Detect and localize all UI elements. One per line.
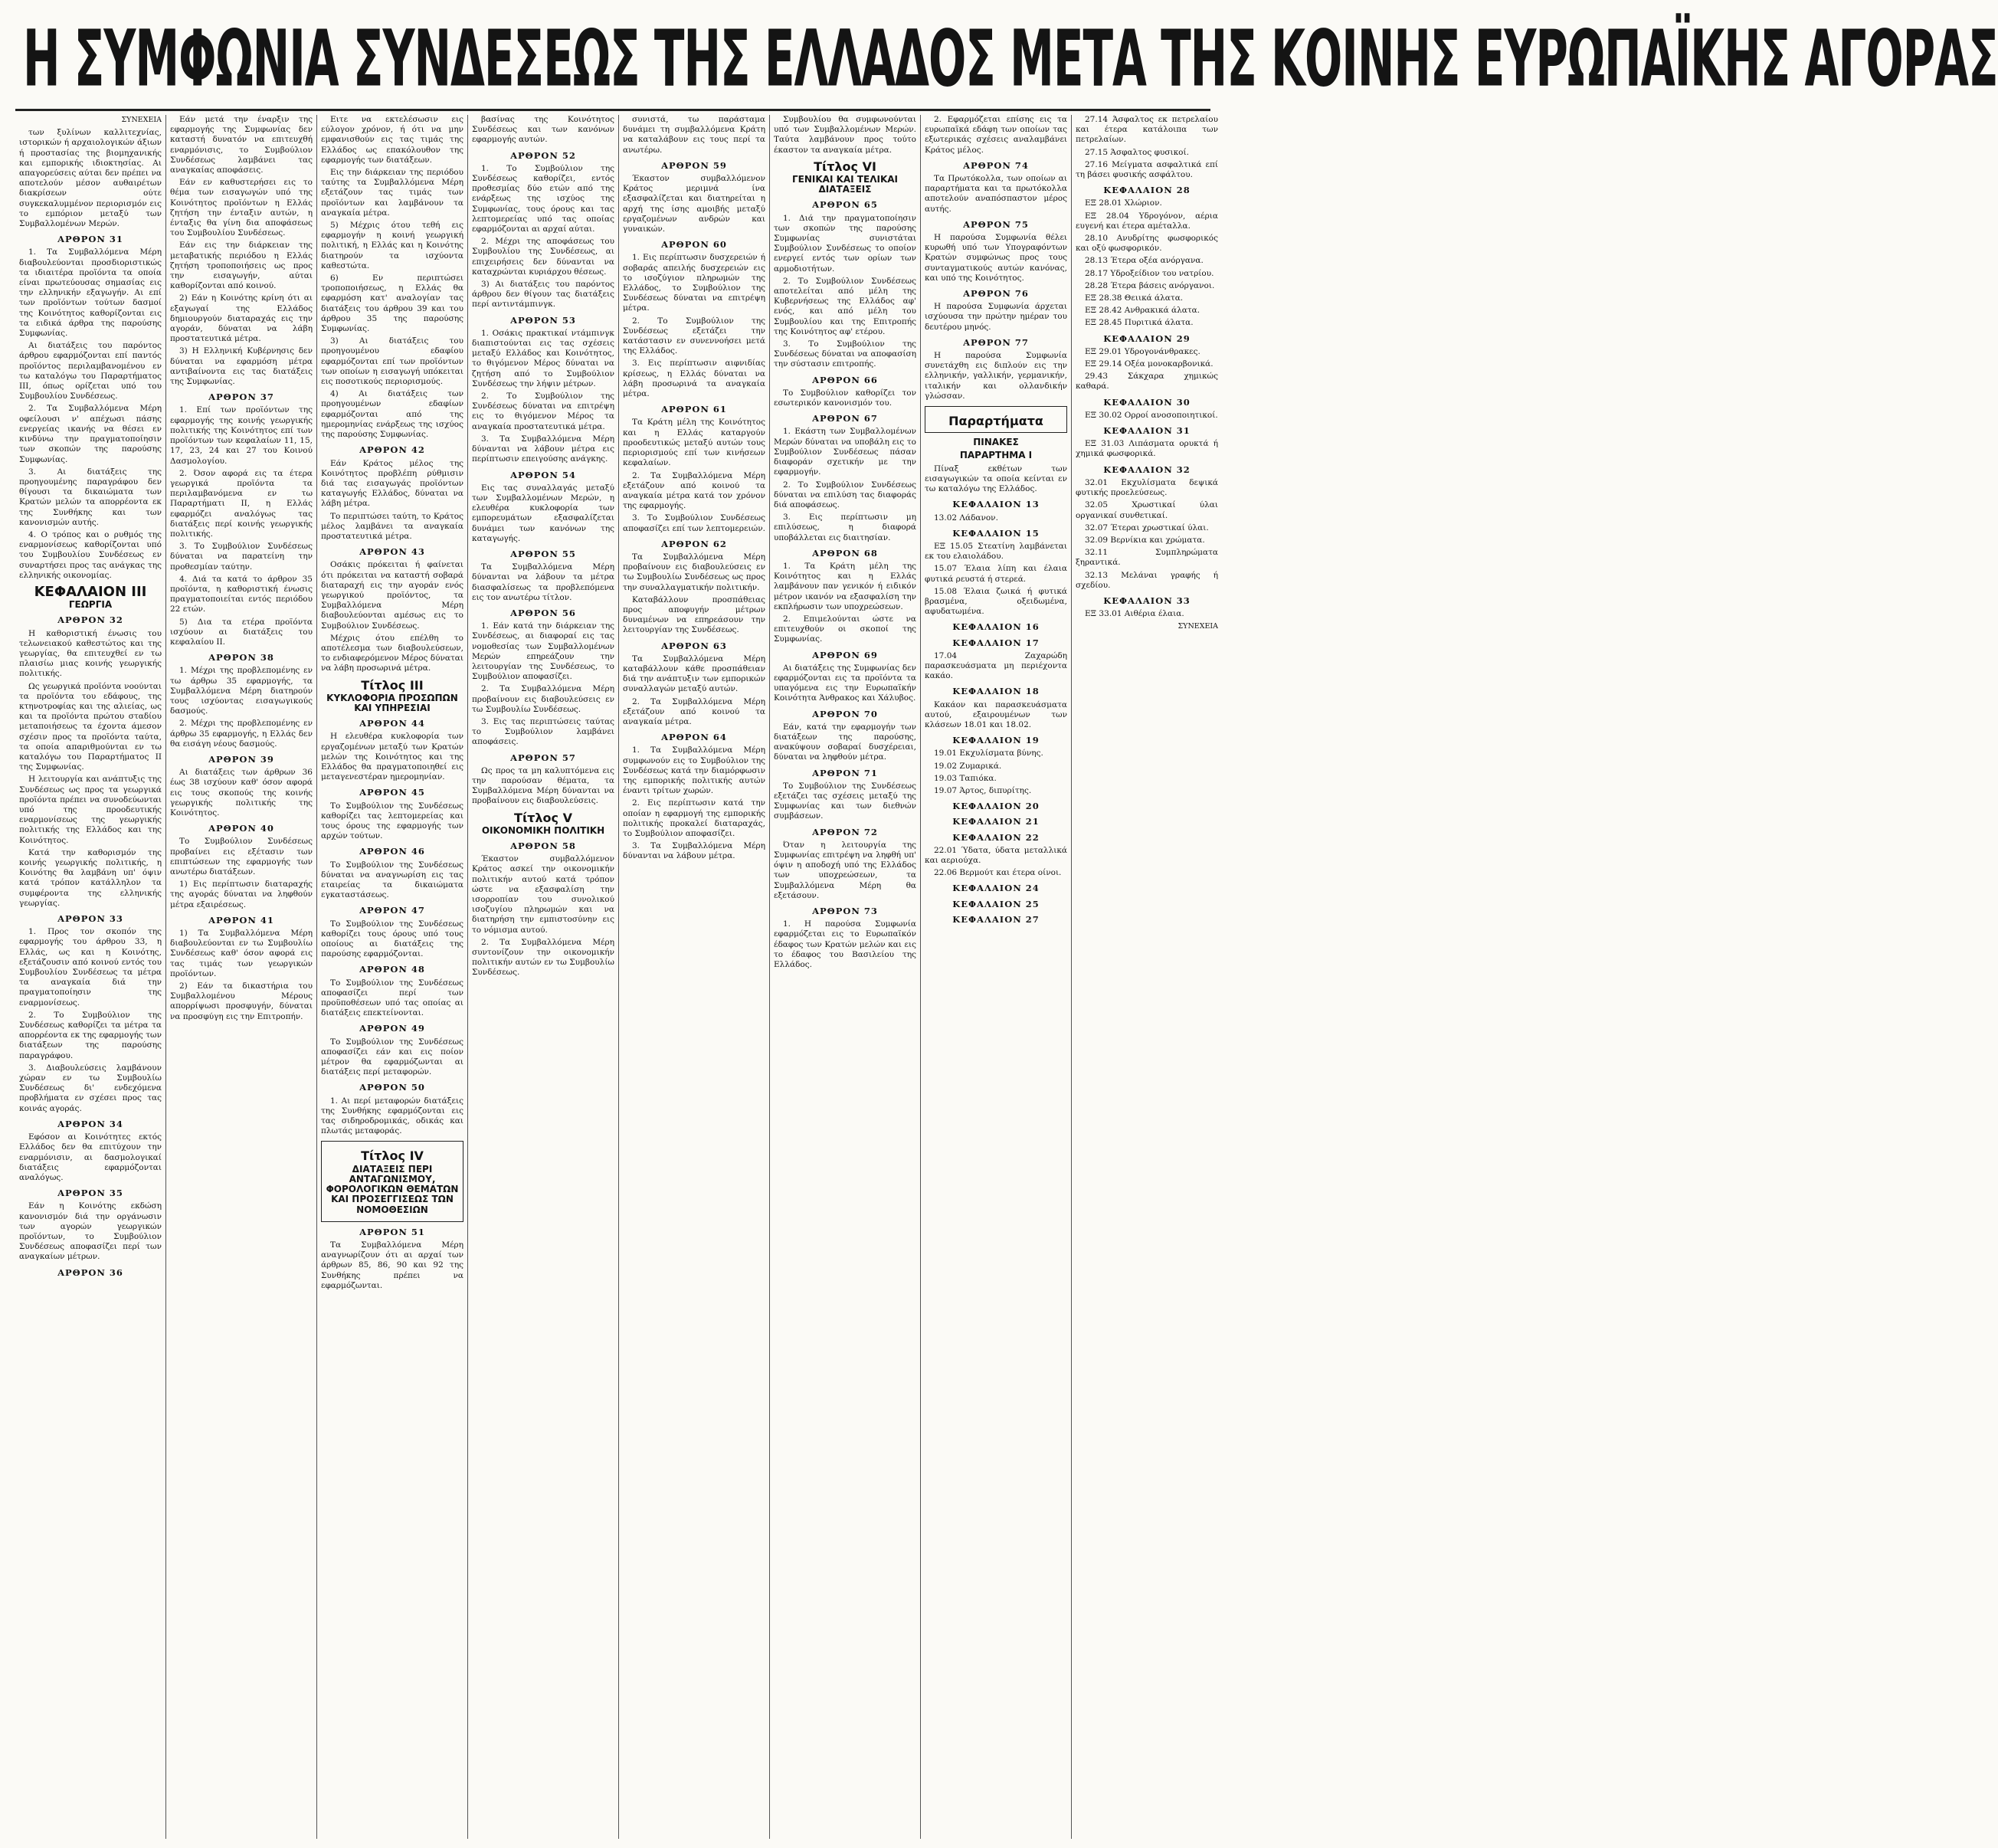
paragraph: Η καθοριστική ένωσις του τελωνειακού καθεστώτος και της γεωργίας, θα επιτευχθεί εν τω πλαισίω μιας κοινής γεωργικής πολιτικής. — [19, 628, 162, 679]
paragraph: 1. Το Συμβούλιον της Συνδέσεως καθορίζει, εντός προθεσμίας δύο ετών από της ενάρξεως της ισχύος της Συμφωνίας, τους όρους και τας λεπτομερείας υπό τας οποίας εφαρμόζονται αι αρχαί αύται. — [472, 163, 614, 234]
tariff-line: ΕΞ 29.14 Οξέα μονοκαρβονικά. — [1085, 359, 1214, 369]
paragraph: Το Συμβούλιον της Συνδέσεως καθορίζει τας λεπτομερείας και τους όρους της εφαρμογής των αρχών τούτων. — [321, 801, 463, 841]
annex-subheading: ΠΙΝΑΚΕΣ — [973, 437, 1019, 448]
column-7 — [921, 115, 1071, 1839]
tariff-line: ΕΞ 30.02 Ορροί ανοσοποιητικοί. — [1085, 410, 1218, 420]
paragraph: Ειτε να εκτελέσωσιν εις εύλογον χρόνον, ή ότι να μην εμφανισθούν εις τας τιμάς της Ελλάδος ως επακόλουθον της εφαρμογής των διατάξεων. — [321, 115, 463, 165]
article-heading: ΑΡΘΡΟΝ 53 — [510, 314, 576, 326]
title-subheading: ΚΥΚΛΟΦΟΡΙΑ ΠΡΟΣΩΠΩΝ ΚΑΙ ΥΠΗΡΕΣΙΑΙ — [326, 692, 458, 713]
paragraph: 4. Ο τρόπος και ο ρυθμός της εναρμονίσεως καθορίζονται υπό του Συμβουλίου Συνδέσεως εν συναρτήσει προς τας ανάγκας της ελληνικής οικονομίας. — [19, 529, 162, 580]
paragraph: 3) Αι διατάξεις του παρόντος άρθρου δεν θίγουν τας διατάξεις περί αντιντάμπινγκ. — [472, 280, 614, 310]
paragraph: Η ελευθέρα κυκλοφορία των εργαζομένων μεταξύ των Κρατών μελών της Κοινότητος και της Ελλάδος θα πραγματοποιηθεί εις μεταγενεστέραν ημερομηνίαν. — [321, 732, 463, 782]
article-heading: ΑΡΘΡΟΝ 64 — [661, 732, 727, 743]
paragraph: Αι διατάξεις του παρόντος άρθρου εφαρμόζονται επί παντός προϊόντος περιλαμβανομένου εν τω καταλόγω του Παραρτήματος ΙΙΙ, όπως ορίζεται υπό του Συμβουλίου Συνδέσεως. — [19, 341, 162, 401]
article-heading: ΑΡΘΡΟΝ 42 — [359, 444, 425, 456]
article-heading: ΑΡΘΡΟΝ 31 — [57, 234, 123, 245]
paragraph: 5) Μέχρις ότου τεθή εις εφαρμογήν η κοινή γεωργική πολιτική, η Ελλάς και η Κοινότης διατηρούν τα ισχύοντα καθεστώτα. — [321, 221, 463, 270]
article-heading: ΑΡΘΡΟΝ 36 — [57, 1266, 123, 1278]
paragraph: 1. Διά την πραγματοποίησιν των σκοπών της παρούσης Συμφωνίας συνιστάται Συμβούλιον Συνδέσεως το οποίον ενεργεί εντός των ορίων των αρμοδιοτήτων. — [774, 213, 916, 274]
tariff-line: 15.08 Έλαια ζωικά ή φυτικά βρασμένα, οξειδωμένα, αφυδατωμένα. — [925, 586, 1067, 617]
paragraph: 2. Το Συμβούλιον Συνδέσεως δύναται να επιλύση τας διαφοράς διά αποφάσεως. — [774, 480, 916, 510]
tariff-line: 28.10 Ανυδρίτης φωσφορικός και οξύ φωσφορικόν. — [1076, 234, 1218, 254]
chapter-label: ΚΕΦΑΛΑΙΟΝ 32 — [1103, 464, 1191, 475]
paragraph: 3. Διαβουλεύσεις λαμβάνουν χώραν εν τω Συμβουλίω Συνδέσεως δι' ενδεχόμενα προβλήματα εν σχέσει προς τας κοινάς αγοράς. — [19, 1063, 162, 1113]
paragraph: Κατά την καθορισμόν της κοινής γεωργικής πολιτικής, η Κοινότης θα λαμβάνη υπ' όψιν κατά τρόπον κατάλληλον τα συμφέροντα της ελληνικής γεωργίας. — [19, 847, 162, 908]
article-heading: ΑΡΘΡΟΝ 50 — [359, 1082, 425, 1093]
tariff-line: ΕΞ 28.04 Υδρογόνον, αέρια ευγενή και έτερα αμέταλλα. — [1076, 211, 1218, 231]
column-1 — [15, 115, 165, 1839]
paragraph: 3. Τα Συμβαλλόμενα Μέρη δύνανται να λάβουν μέτρα εις περίπτωσιν επειγούσης ανάγκης. — [472, 434, 614, 464]
article-heading: ΑΡΘΡΟΝ 47 — [359, 905, 425, 916]
tariff-line: 27.14 Άσφαλτος εκ πετρελαίου και έτερα κατάλοιπα των πετρελαίων. — [1076, 115, 1218, 145]
continued-label: ΣΥΝΕΧΕΙΑ — [121, 116, 162, 124]
article-heading: ΑΡΘΡΟΝ 76 — [963, 288, 1029, 300]
article-heading: ΑΡΘΡΟΝ 66 — [812, 374, 878, 385]
paragraph: 2. Το Συμβούλιον της Συνδέσεως εξετάζει την κατάστασιν εν συνεννοήσει μετά της Ελλάδος. — [623, 316, 765, 356]
paragraph: Τα Συμβαλλόμενα Μέρη δύνανται να λάβουν τα μέτρα διασφαλίσεως τα προβλεπόμενα εις τον ανωτέρω τίτλον. — [472, 562, 614, 602]
paragraph: Εάν, κατά την εφαρμογήν των διατάξεων της παρούσης, ανακύψουν σοβαραί δυσχέρειαι, δύναται να ληφθούν μέτρα. — [774, 722, 916, 762]
tariff-line: 28.13 Έτερα οξέα ανόργανα. — [1085, 256, 1204, 266]
article-heading: ΑΡΘΡΟΝ 32 — [57, 614, 123, 626]
article-heading: ΑΡΘΡΟΝ 59 — [661, 159, 727, 171]
chapter-label: ΚΕΦΑΛΑΙΟΝ 31 — [1103, 425, 1191, 437]
tariff-line: ΕΞ 28.42 Ανθρακικά άλατα. — [1085, 306, 1200, 316]
paragraph: 3. Αι διατάξεις της προηγουμένης παραγράφου δεν θίγουσι τα δικαιώματα των Κρατών μελών τα απορρέοντα εκ της Συνθήκης και των κανονισμών αυτής. — [19, 467, 162, 527]
tariff-line: ΕΞ 15.05 Στεατίνη λαμβάνεται εκ του ελαιολάδου. — [925, 541, 1067, 562]
paragraph: Το Συμβούλιον Συνδέσεως προβαίνει εις εξέτασιν των επιπτώσεων της εφαρμογής των ανωτέρω διατάξεων. — [170, 837, 313, 877]
article-heading: ΑΡΘΡΟΝ 74 — [963, 159, 1029, 171]
paragraph: 1) Εις περίπτωσιν διαταραχής της αγοράς δύναται να ληφθούν μέτρα εξαιρέσεως. — [170, 880, 313, 909]
chapter-label: ΚΕΦΑΛΑΙΟΝ 19 — [952, 735, 1040, 746]
paragraph: 5) Δια τα ετέρα προϊόντα ισχύουν αι διατάξεις του κεφαλαίου ΙΙ. — [170, 617, 313, 647]
paragraph: 3. Το Συμβούλιον Συνδέσεως αποφασίζει επί των λεπτομερειών. — [623, 513, 765, 533]
tariff-line: ΕΞ 28.01 Χλώριον. — [1085, 198, 1162, 208]
paragraph: 2. Επιμελούνται ώστε να επιτευχθούν οι σκοποί της Συμφωνίας. — [774, 614, 916, 644]
article-heading: ΑΡΘΡΟΝ 71 — [812, 767, 878, 778]
tariff-line: ΕΞ 29.01 Υδρογονάνθρακες. — [1085, 346, 1200, 356]
paragraph: 1. Μέχρι της προβλεπομένης εν τω άρθρω 35 εφαρμογής, τα Συμβαλλόμενα Μέρη διατηρούν τους ισχύοντας εισαγωγικούς δασμούς. — [170, 666, 313, 716]
paragraph: Αι διατάξεις των άρθρων 36 έως 38 ισχύουν καθ' όσον αφορά εις τους σκοπούς της κοινής γεωργικής πολιτικής της Κοινότητος. — [170, 768, 313, 818]
article-heading: ΑΡΘΡΟΝ 38 — [208, 652, 274, 664]
paragraph: 1. Τα Κράτη μέλη της Κοινότητος και η Ελλάς λαμβάνουν παν γενικόν ή ειδικόν μέτρον ικανόν να εξασφαλίση την εκπλήρωσιν των υποχρεώσεων. — [774, 561, 916, 611]
paragraph: 3) Η Ελληνική Κυβέρνησις δεν δύναται να εφαρμόση μέτρα αντιβαίνοντα εις τας διατάξεις της Συμφωνίας. — [170, 346, 313, 387]
paragraph: Μέχρις ότου επέλθη το αποτέλεσμα των διαβουλεύσεων, το ενδιαφερόμενον Μέρος δύναται να λάβη προσωρινά μέτρα. — [321, 633, 463, 673]
tariff-line: 22.06 Βερμούτ και έτερα οίνοι. — [934, 868, 1062, 878]
chapter-label: ΚΕΦΑΛΑΙΟΝ 24 — [952, 883, 1040, 894]
headline: Η ΣΥΜΦΩΝΙΑ ΣΥΝΔΕΣΕΩΣ ΤΗΣ ΕΛΛΑΔΟΣ ΜΕΤΑ ΤΗΣ ΚΟΙΝΗΣ ΕΥΡΩΠΑΪΚΗΣ ΑΓΟΡΑΣ — [23, 13, 1998, 105]
article-heading: ΑΡΘΡΟΝ 67 — [812, 413, 878, 424]
tariff-line: 28.28 Έτερα βάσεις ανόργανοι. — [1085, 280, 1215, 290]
article-heading: ΑΡΘΡΟΝ 45 — [359, 787, 425, 798]
chapter-label: ΚΕΦΑΛΑΙΟΝ 29 — [1103, 333, 1191, 344]
paragraph: Το Συμβούλιον της Συνδέσεως δύναται να αναγνωρίση εις τας εταιρείας τα δικαιώματα εγκαταστάσεως. — [321, 860, 463, 900]
tariff-line: 32.05 Χρωστικαί ύλαι οργανικαί συνθετικαί. — [1076, 500, 1218, 520]
column-5 — [619, 115, 769, 1839]
tariff-line: 32.13 Μελάναι γραφής ή σχεδίου. — [1076, 570, 1218, 590]
tariff-line: 17.04 Ζαχαρώδη παρασκευάσματα μη περιέχοντα κακάο. — [925, 650, 1067, 681]
chapter-heading: ΚΕΦΑΛΑΙΟΝ ΙΙΙ — [34, 583, 147, 600]
article-heading: ΑΡΘΡΟΝ 37 — [208, 392, 274, 403]
article-heading: ΑΡΘΡΟΝ 60 — [661, 239, 727, 251]
tariff-line: 27.15 Άσφαλτος φυσικοί. — [1085, 147, 1189, 157]
paragraph: 2. Τα Συμβαλλόμενα Μέρη εξετάζουν από κοινού τα αναγκαία μέτρα. — [623, 696, 765, 726]
paragraph: 1. Εάν κατά την διάρκειαν της Συνδέσεως, αι διαφοραί εις τας νομοθεσίας των Συμβαλλομένων Μερών επηρεάζουν την λειτουργίαν της Συνδέσεως, το Συμβούλιον αποφασίζει. — [472, 621, 614, 682]
paragraph: Όταν η λειτουργία της Συμφωνίας επιτρέψη να ληφθή υπ' όψιν η αποδοχή υπό της Ελλάδος των υποχρεώσεων, τα Συμβαλλόμενα Μέρη θα εξετάσουν. — [774, 840, 916, 900]
paragraph: Εάν εν καθυστερήσει εις το θέμα των εισαγωγών υπό της Κοινότητος προϊόντων η Ελλάς ζητήση την ένταξιν αυτών, η ένταξις θα γίνη δια αποφάσεως του Συμβουλίου Συνδέσεως. — [170, 178, 313, 238]
paragraph: 1. Αι περί μεταφορών διατάξεις της Συνθήκης εφαρμόζονται εις τας σιδηροδρομικάς, οδικάς και πλωτάς μεταφοράς. — [321, 1096, 463, 1136]
paragraph: 2. Μέχρι της προβλεπομένης εν άρθρω 35 εφαρμογής, η Ελλάς δεν θα εισάγη νέους δασμούς. — [170, 719, 313, 749]
title-heading: Τίτλος VI — [814, 159, 876, 174]
title-subheading: ΔΙΑΤΑΞΕΙΣ ΠΕΡΙ ΑΝΤΑΓΩΝΙΣΜΟΥ, ΦΟΡΟΛΟΓΙΚΩΝ ΘΕΜΑΤΩΝ ΚΑΙ ΠΡΟΣΕΓΓΙΣΕΩΣ ΤΩΝ ΝΟΜΟΘΕΣΙΩΝ — [326, 1163, 459, 1215]
article-heading: ΑΡΘΡΟΝ 72 — [812, 826, 878, 837]
paragraph: 3. Εις τας περιπτώσεις ταύτας το Συμβούλιον λαμβάνει αποφάσεις. — [472, 716, 614, 747]
article-heading: ΑΡΘΡΟΝ 48 — [359, 964, 425, 975]
paragraph: Ως προς τα μη καλυπτόμενα εις την παρούσαν θέματα, τα Συμβαλλόμενα Μέρη δύνανται να προβαίνουν εις διαβουλεύσεις. — [472, 765, 614, 806]
paragraph: Συμβουλίου θα συμφωνούνται υπό των Συμβαλλομένων Μερών. Ταύτα λαμβάνουν προς τούτο έκαστον τα αναγκαία μέτρα. — [774, 115, 916, 155]
tariff-line: 32.11 Συμπληρώματα ξηραντικά. — [1076, 548, 1218, 568]
tariff-line: 27.16 Μείγματα ασφαλτικά επί τη βάσει φυσικής ασφάλτου. — [1076, 159, 1218, 180]
tariff-line: 32.07 Έτεραι χρωστικαί ύλαι. — [1085, 523, 1209, 532]
chapter-label: ΚΕΦΑΛΑΙΟΝ 21 — [952, 816, 1040, 827]
article-heading: ΑΡΘΡΟΝ 46 — [359, 846, 425, 857]
column-6 — [770, 115, 920, 1839]
chapter-label: ΚΕΦΑΛΑΙΟΝ 15 — [952, 527, 1040, 539]
title-subheading: ΓΕΝΙΚΑΙ ΚΑΙ ΤΕΛΙΚΑΙ ΔΙΑΤΑΞΕΙΣ — [792, 174, 898, 195]
paragraph: 1. Τα Συμβαλλόμενα Μέρη συμφωνούν εις το Συμβούλιον της Συνδέσεως κατά την διαμόρφωσιν της εμπορικής πολιτικής αυτών έναντι τρίτων χωρών. — [623, 745, 765, 796]
chapter-label: ΚΕΦΑΛΑΙΟΝ 25 — [952, 898, 1040, 909]
tariff-line: ΕΞ 33.01 Αιθέρια έλαια. — [1085, 609, 1184, 619]
paragraph: 2) Εάν τα δικαστήρια του Συμβαλλομένου Μέρους απορρίψωσι προσφυγήν, δύναται να προσφύγη εις την Επιτροπήν. — [170, 981, 313, 1021]
chapter-label: ΚΕΦΑΛΑΙΟΝ 28 — [1103, 185, 1191, 196]
paragraph: Οσάκις πρόκειται ή φαίνεται ότι πρόκειται να καταστή σοβαρά διαταραχή εις την αγοράν ενός γεωργικού προϊόντος, τα Συμβαλλόμενα Μέρη διαβουλεύονται αμέσως εις το Συμβούλιον Συνδέσεως. — [321, 560, 463, 631]
paragraph: συνιστά, τω παράσταμα δυνάμει τη συμβαλλόμενα Κράτη να καταλάβουν εις τους περί τα ανωτέρω. — [623, 115, 765, 155]
paragraph: Εφόσον αι Κοινότητες εκτός Ελλάδος δεν θα επιτύχουν την εναρμόνισιν, αι δασμολογικαί διατάξεις εφαρμόζονται αναλόγως. — [19, 1132, 162, 1182]
paragraph: Η παρούσα Συμφωνία άρχεται ισχύουσα την πρώτην ημέραν του δευτέρου μηνός. — [925, 302, 1067, 332]
paragraph: 1. Εις περίπτωσιν δυσχερειών ή σοβαράς απειλής δυσχερειών εις το ισοζύγιον πληρωμών της Ελλάδος, το Συμβούλιον της Συνδέσεως δύναται να επιτρέψη μέτρα. — [623, 253, 765, 313]
paragraph: 2. Το Συμβούλιον Συνδέσεως αποτελείται από μέλη της Κυβερνήσεως της Ελλάδος αφ' ενός, και από μέλη του Συμβουλίου και της Επιτροπής της Κοινότητος αφ' ετέρου. — [774, 276, 916, 336]
paragraph: 2. Όσον αφορά εις τα έτερα γεωργικά προϊόντα τα περιλαμβανόμενα εν τω Παραρτήματι ΙΙ, η Ελλάς εφαρμόζει αναλόγως τας διατάξεις περί κοινής γεωργικής πολιτικής. — [170, 468, 313, 539]
title-heading: Τίτλος ΙV — [361, 1148, 424, 1164]
tariff-line: 19.01 Εκχυλίσματα βύνης. — [934, 749, 1043, 759]
article-heading: ΑΡΘΡΟΝ 49 — [359, 1023, 425, 1034]
chapter-label: ΚΕΦΑΛΑΙΟΝ 16 — [952, 621, 1040, 633]
paragraph: Το Συμβούλιον της Συνδέσεως εξετάζει τας σχέσεις μεταξύ της Συμφωνίας και των διεθνών συμβάσεων. — [774, 781, 916, 821]
paragraph: 1. Προς τον σκοπόν της εφαρμογής του άρθρου 33, η Ελλάς, ως και η Κοινότης, εξετάζουσιν από κοινού εντός του Συμβουλίου Συνδέσεως τα μέτρα τα αναγκαία διά την πραγματοποίησιν της εναρμονίσεως. — [19, 927, 162, 1008]
chapter-label: ΚΕΦΑΛΑΙΟΝ 17 — [952, 637, 1040, 648]
paragraph: 3. Εις περίπτωσιν αιφνιδίας κρίσεως, η Ελλάς δύναται να λάβη προσωρινά τα αναγκαία μέτρα. — [623, 359, 765, 399]
article-heading: ΑΡΘΡΟΝ 33 — [57, 913, 123, 925]
paragraph: 3. Τα Συμβαλλόμενα Μέρη δύνανται να λάβουν μέτρα. — [623, 841, 765, 861]
article-heading: ΑΡΘΡΟΝ 68 — [812, 547, 878, 559]
paragraph: 2. Εφαρμόζεται επίσης εις τα ευρωπαϊκά εδάφη των οποίων τας εξωτερικάς σχέσεις αναλαμβάνει Κράτος μέλος. — [925, 115, 1067, 155]
article-heading: ΑΡΘΡΟΝ 51 — [359, 1226, 425, 1237]
paragraph: 1. Επί των προϊόντων της εφαρμογής της κοινής γεωργικής πολιτικής της Κοινότητος επί των προϊόντων των κεφαλαίων 11, 15, 17, 23, 24 και 27 του Κοινού Δασμολογίου. — [170, 405, 313, 466]
column-2 — [166, 115, 316, 1839]
chapter-label: ΚΕΦΑΛΑΙΟΝ 18 — [952, 686, 1040, 697]
article-columns — [15, 115, 1218, 1839]
paragraph: 3) Αι διατάξεις του προηγουμένου εδαφίου εφαρμόζονται επί των προϊόντων των οποίων η εισαγωγή υπόκειται εις ποσοτικούς περιορισμούς. — [321, 336, 463, 387]
paragraph: Εάν εις την διάρκειαν της μεταβατικής περιόδου η Ελλάς ζητήση τροποποιήσεις ως προς την εισαγωγήν, αύται καθορίζονται από κοινού. — [170, 241, 313, 291]
paragraph: 2. Εις περίπτωσιν κατά την οποίαν η εφαρμογή της εμπορικής πολιτικής προκαλεί διαταραχάς, το Συμβούλιον αποφασίζει. — [623, 798, 765, 838]
paragraph: Τα Συμβαλλόμενα Μέρη καταβάλλουν κάθε προσπάθειαν διά την ανάπτυξιν των εμπορικών συναλλαγών μεταξύ αυτών. — [623, 654, 765, 694]
article-heading: ΑΡΘΡΟΝ 56 — [510, 607, 576, 618]
paragraph: Έκαστον συμβαλλόμενον Κράτος ασκεί την οικονομικήν πολιτικήν αυτού κατά τρόπον ώστε να εξασφαλίση την ισορροπίαν του συνολικού ισοζυγίου πληρωμών και να διατηρήση την εμπιστοσύνην εις το νόμισμα αυτού. — [472, 854, 614, 935]
paragraph: Ως γεωργικά προϊόντα νοούνται τα προϊόντα του εδάφους, της κτηνοτροφίας και της αλιείας, ως και τα προϊόντα πρώτου σταδίου μεταποιήσεως τα έχοντα άμεσον σχέσιν προς τα προϊόντα ταύτα, τα οποία απαριθμούνται εν τω καταλόγω του Παραρτήματος ΙΙ της Συμφωνίας. — [19, 681, 162, 772]
paragraph: Το Συμβούλιον της Συνδέσεως αποφασίζει περί των προϋποθέσεων υπό τας οποίας αι διατάξεις επεκτείνονται. — [321, 978, 463, 1018]
paragraph: Το περιπτώσει ταύτη, το Κράτος μέλος λαμβάνει τα αναγκαία προστατευτικά μέτρα. — [321, 511, 463, 541]
tariff-line: 15.07 Έλαια λίπη και έλαια φυτικά ρευστά ή στερεά. — [925, 564, 1067, 584]
article-heading: ΑΡΘΡΟΝ 62 — [661, 538, 727, 549]
article-heading: ΑΡΘΡΟΝ 55 — [510, 548, 576, 559]
paragraph: Εις την διάρκειαν της περιόδου ταύτης τα Συμβαλλόμενα Μέρη εξετάζουν τας τιμάς των προϊόντων και λαμβάνουν τα αναγκαία μέτρα. — [321, 168, 463, 218]
article-heading: ΑΡΘΡΟΝ 57 — [510, 752, 576, 763]
paragraph: Έκαστον συμβαλλόμενον Κράτος μεριμνά ίνα εξασφαλίζεται και διατηρείται η αρχή της ίσης αμοιβής μεταξύ εργαζομένων ανδρών και γυναικών. — [623, 174, 765, 234]
paragraph: 2. Τα Συμβαλλόμενα Μέρη οφείλουσι ν' απέχωσι πάσης ενεργείας ικανής να θέσει εν κινδύνω την πραγματοποίησιν των σκοπών της παρούσης Συμφωνίας. — [19, 404, 162, 464]
paragraph: βασίνας της Κοινότητος Συνδέσεως και των κανόνων εφαρμογής αυτών. — [472, 115, 614, 145]
paragraph: Η παρούσα Συμφωνία συνετάχθη εις διπλούν εις την ελληνικήν, γαλλικήν, γερμανικήν, ιταλικήν και ολλανδικήν γλώσσαν. — [925, 351, 1067, 401]
paragraph: 2. Τα Συμβαλλόμενα Μέρη προβαίνουν εις διαβουλεύσεις εν τω Συμβουλίω Συνδέσεως. — [472, 684, 614, 714]
paragraph: Το Συμβούλιον της Συνδέσεως αποφασίζει εάν και εις ποίον μέτρον θα εφαρμόζωνται αι διατάξεις περί μεταφορών. — [321, 1037, 463, 1077]
paragraph: Καταβάλλουν προσπάθειας προς αποφυγήν μέτρων δυναμένων να επηρεάσουν την λειτουργίαν της Συνδέσεως. — [623, 595, 765, 635]
paragraph: 3. Εις περίπτωσιν μη επιλύσεως, η διαφορά υποβάλλεται εις διαιτησίαν. — [774, 513, 916, 542]
column-4 — [468, 115, 618, 1839]
paragraph: Η λειτουργία και ανάπτυξις της Συνδέσεως ως προς τα γεωργικά προϊόντα πρέπει να συνοδεύωνται υπό της προοδευτικής εναρμονίσεως της γεωργικής πολιτικής της Ελλάδος και της Κοινότητος. — [19, 775, 162, 845]
tariff-line: ΕΞ 28.45 Πυριτικά άλατα. — [1085, 318, 1194, 328]
title-box — [321, 1141, 463, 1221]
chapter-subheading: ΓΕΩΡΓΙΑ — [68, 599, 113, 611]
paragraph: Εάν μετά την έναρξιν της εφαρμογής της Συμφωνίας δεν καταστή δυνατόν να επιτευχθή εναρμόνισις, το Συμβούλιον Συνδέσεως λαμβάνει τας αναγκαίας αποφάσεις. — [170, 115, 313, 175]
title-heading: Τίτλος V — [514, 810, 572, 825]
paragraph: Εις τας συναλλαγάς μεταξύ των Συμβαλλομένων Μερών, η ελευθέρα κυκλοφορία των εμπορευμάτων εξασφαλίζεται δυνάμει των κανόνων της καταγωγής. — [472, 483, 614, 543]
paragraph: Το Συμβούλιον καθορίζει τον εσωτερικόν κανονισμόν του. — [774, 388, 916, 408]
chapter-label: ΚΕΦΑΛΑΙΟΝ 33 — [1103, 595, 1191, 606]
paragraph: Η παρούσα Συμφωνία θέλει κυρωθή υπό των Υπογραφόντων Κρατών συμφώνως προς τους συνταγματικούς αυτών κανόνας, και υπό της Κοινότητος. — [925, 233, 1067, 283]
paragraph: Εάν η Κοινότης εκδώση κανονισμόν διά την οργάνωσιν των αγορών γεωργικών προϊόντων, το Συμβούλιον Συνδέσεως αποφασίζει περί των αναγκαίων μέτρων. — [19, 1201, 162, 1262]
article-heading: ΑΡΘΡΟΝ 75 — [963, 218, 1029, 230]
article-heading: ΑΡΘΡΟΝ 77 — [963, 336, 1029, 348]
article-heading: ΑΡΘΡΟΝ 43 — [359, 546, 425, 558]
tariff-line: 13.02 Λάδανον. — [934, 513, 998, 523]
paragraph: 2. Τα Συμβαλλόμενα Μέρη συντονίζουν την οικονομικήν πολιτικήν αυτών εν τω Συμβουλίω Συνδέσεως. — [472, 937, 614, 978]
chapter-label: ΚΕΦΑΛΑΙΟΝ 30 — [1103, 396, 1191, 408]
title-heading: Τίτλος ΙΙΙ — [361, 677, 424, 693]
article-heading: ΑΡΘΡΟΝ 41 — [208, 914, 274, 926]
tariff-line: 19.02 Ζυμαρικά. — [934, 761, 1002, 771]
tariff-line: 22.01 Ύδατα, ύδατα μεταλλικά και αεριούχα. — [925, 845, 1067, 865]
paragraph: 3. Το Συμβούλιον της Συνδέσεως δύναται να αποφασίση την σύστασιν επιτροπής. — [774, 339, 916, 369]
article-heading: ΑΡΘΡΟΝ 63 — [661, 640, 727, 651]
article-heading: ΑΡΘΡΟΝ 52 — [510, 149, 576, 161]
article-heading: ΑΡΘΡΟΝ 70 — [812, 708, 878, 719]
article-heading: ΑΡΘΡΟΝ 69 — [812, 649, 878, 660]
paragraph: 2. Το Συμβούλιον της Συνδέσεως καθορίζει τα μέτρα τα απορρέοντα εκ της εφαρμογής των διατάξεων της παρούσης παραγράφου. — [19, 1010, 162, 1060]
column-3 — [317, 115, 467, 1839]
paragraph: Τα Συμβαλλόμενα Μέρη προβαίνουν εις διαβουλεύσεις εν τω Συμβουλίω Συνδέσεως ως προς την συναλλαγματικήν πολιτικήν. — [623, 552, 765, 592]
chapter-label: ΚΕΦΑΛΑΙΟΝ 22 — [952, 831, 1040, 843]
paragraph: Αι διατάξεις της Συμφωνίας δεν εφαρμόζονται εις τα προϊόντα τα υπαγόμενα εις την Ευρωπαϊκήν Κοινότητα Άνθρακος και Χάλυβος. — [774, 663, 916, 703]
paragraph: 1. Τα Συμβαλλόμενα Μέρη διαβουλεύονται προσδιοριστικώς τα ιδιαιτέρα προϊόντα τα οποία είναι πρωτεύουσας σημασίας εις την ελληνικήν εξαγωγήν. Αι επί των προϊόντων τούτων δασμοί της Κοινότητος καθορίζονται εις τα ειδικά άρθρα της παρούσης Συμφωνίας. — [19, 247, 162, 339]
tariff-line: 32.01 Εκχυλίσματα δεψικά φυτικής προελεύσεως. — [1076, 477, 1218, 498]
paragraph: Τα Συμβαλλόμενα Μέρη αναγνωρίζουν ότι αι αρχαί των άρθρων 85, 86, 90 και 92 της Συνθήκης πρέπει να εφαρμόζωνται. — [321, 1240, 463, 1290]
tariff-line: Κακάον και παρασκευάσματα αυτού, εξαιρουμένων των κλάσεων 18.01 και 18.02. — [925, 700, 1067, 729]
chapter-label: ΚΕΦΑΛΑΙΟΝ 27 — [952, 913, 1040, 925]
paragraph: 1) Τα Συμβαλλόμενα Μέρη διαβουλεύονται εν τω Συμβουλίω Συνδέσεως καθ' όσον αφορά εις τας τιμάς των γεωργικών προϊόντων. — [170, 929, 313, 978]
tariff-line: 32.09 Βερνίκια και χρώματα. — [1085, 535, 1205, 545]
tariff-line: ΕΞ 31.03 Λιπάσματα ορυκτά ή χημικά φωσφορικά. — [1076, 439, 1218, 459]
chapter-label: ΚΕΦΑΛΑΙΟΝ 13 — [952, 499, 1040, 510]
article-heading: ΑΡΘΡΟΝ 58 — [510, 840, 576, 851]
tariff-line: 29.43 Σάκχαρα χημικώς καθαρά. — [1076, 372, 1218, 392]
paragraph: 3. Το Συμβούλιον Συνδέσεως δύναται να παρατείνη την προθεσμίαν ταύτην. — [170, 542, 313, 572]
article-heading: ΑΡΘΡΟΝ 65 — [812, 199, 878, 211]
tariff-line: ΕΞ 28.38 Θειικά άλατα. — [1085, 293, 1184, 303]
annex-subheading: ΠΑΡΑΡΤΗΜΑ Ι — [959, 450, 1033, 461]
paragraph: 2. Τα Συμβαλλόμενα Μέρη εξετάζουν από κοινού τα αναγκαία μέτρα κατά τον χρόνον της εφαρμογής. — [623, 470, 765, 511]
paragraph: 6) Εν περιπτώσει τροποποιήσεως, η Ελλάς θα εφαρμόση κατ' αναλογίαν τας διατάξεις του άρθρου 39 και του άρθρου 35 της παρούσης Συμφωνίας. — [321, 274, 463, 334]
title-subheading: ΟΙΚΟΝΟΜΙΚΗ ΠΟΛΙΤΙΚΗ — [481, 824, 605, 836]
article-heading: ΑΡΘΡΟΝ 40 — [208, 823, 274, 834]
annex-heading: Παραρτήματα — [948, 414, 1043, 429]
paragraph: Τα Πρωτόκολλα, των οποίων αι παραρτήματα και τα πρωτόκολλα αποτελούν αναπόσπαστον μέρος αυτής. — [925, 174, 1067, 214]
column-8 — [1072, 115, 1222, 1839]
continued-label: ΣΥΝΕΧΕΙΑ — [1178, 622, 1218, 631]
chapter-label: ΚΕΦΑΛΑΙΟΝ 20 — [952, 801, 1040, 812]
article-heading: ΑΡΘΡΟΝ 34 — [57, 1118, 123, 1129]
paragraph: 1. Η παρούσα Συμφωνία εφαρμόζεται εις το Ευρωπαϊκόν έδαφος των Κρατών μελών και εις το έδαφος του Βασιλείου της Ελλάδος. — [774, 919, 916, 970]
article-heading: ΑΡΘΡΟΝ 35 — [57, 1188, 123, 1199]
paragraph: 1. Εκάστη των Συμβαλλομένων Μερών δύναται να υποβάλη εις το Συμβούλιον Συνδέσεως πάσαν διαφοράν σχετικήν με την εφαρμογήν. — [774, 427, 916, 477]
tariff-line: 28.17 Υδροξείδιον του νατρίου. — [1085, 268, 1214, 278]
annex-box — [925, 406, 1067, 433]
paragraph: 1. Οσάκις πρακτικαί ντάμπινγκ διαπιστούνται εις τας σχέσεις μεταξύ Ελλάδος και Κοινότητος, το θιγόμενον Μέρος δύναται να ζητήση από το Συμβούλιον Συνδέσεως την λήψιν μέτρων. — [472, 328, 614, 388]
article-heading: ΑΡΘΡΟΝ 61 — [661, 404, 727, 415]
paragraph: 2. Μέχρι της αποφάσεως του Συμβουλίου της Συνδέσεως, αι επιχειρήσεις δεν δύνανται να καταχρώνται κυριάρχου θέσεως. — [472, 237, 614, 277]
paragraph: Τα Κράτη μέλη της Κοινότητος και η Ελλάς καταργούν προοδευτικώς μεταξύ αυτών τους περιορισμούς επί των κινήσεων κεφαλαίων. — [623, 418, 765, 468]
tariff-line: 19.03 Ταπιόκα. — [934, 773, 997, 783]
tariff-line: 19.07 Άρτος, διπυρίτης. — [934, 785, 1032, 795]
paragraph: των ξυλίνων καλλιτεχνίας, ιστορικών ή αρχαιολογικών άξιων ή προστασίας της βιομηχανικής και εμπορικής ιδιοκτησίας. Αι απαγορεύσεις αύται δεν πρέπει να αποτελούν μέσον αυθαιρέτων διακρίσεων ούτε συγκεκαλυμμένον περιορισμόν εις το εμπόριον μεταξύ των Συμβαλλομένων Μερών. — [19, 128, 162, 229]
paragraph: 4. Διά τα κατά το άρθρον 35 προϊόντα, η καθοριστική ένωσις πραγματοποιείται εντός περιόδου 22 ετών. — [170, 574, 313, 614]
paragraph: Εάν Κράτος μέλος της Κοινότητος προβλέπη ρύθμισιν διά τας εισαγωγάς προϊόντων καταγωγής Ελλάδος, δύναται να λάβη μέτρα. — [321, 458, 463, 509]
paragraph: Το Συμβούλιον της Συνδέσεως καθορίζει τους όρους υπό τους οποίους αι διατάξεις της παρούσης εφαρμόζονται. — [321, 919, 463, 959]
paragraph: Πίναξ εκθέτων των εισαγωγικών τα οποία κείνται εν τω καταλόγω της Ελλάδος. — [925, 464, 1067, 494]
paragraph: 4) Αι διατάξεις των προηγουμένων εδαφίων εφαρμόζονται από της ημερομηνίας ενάρξεως της ισχύος της παρούσης Συμφωνίας. — [321, 389, 463, 440]
paragraph: 2. Το Συμβούλιον της Συνδέσεως δύναται να επιτρέψη εις το θιγόμενον Μέρος τα αναγκαία προστατευτικά μέτρα. — [472, 392, 614, 431]
article-heading: ΑΡΘΡΟΝ 39 — [208, 753, 274, 765]
article-heading: ΑΡΘΡΟΝ 73 — [812, 906, 878, 917]
article-heading: ΑΡΘΡΟΝ 44 — [359, 718, 425, 729]
headline-rule — [15, 109, 1210, 111]
paragraph: 2) Εάν η Κοινότης κρίνη ότι αι εξαγωγαί της Ελλάδος δημιουργούν διαταραχάς εις την αγοράν, δύναται να λάβη προστατευτικά μέτρα. — [170, 293, 313, 344]
article-heading: ΑΡΘΡΟΝ 54 — [510, 469, 576, 480]
